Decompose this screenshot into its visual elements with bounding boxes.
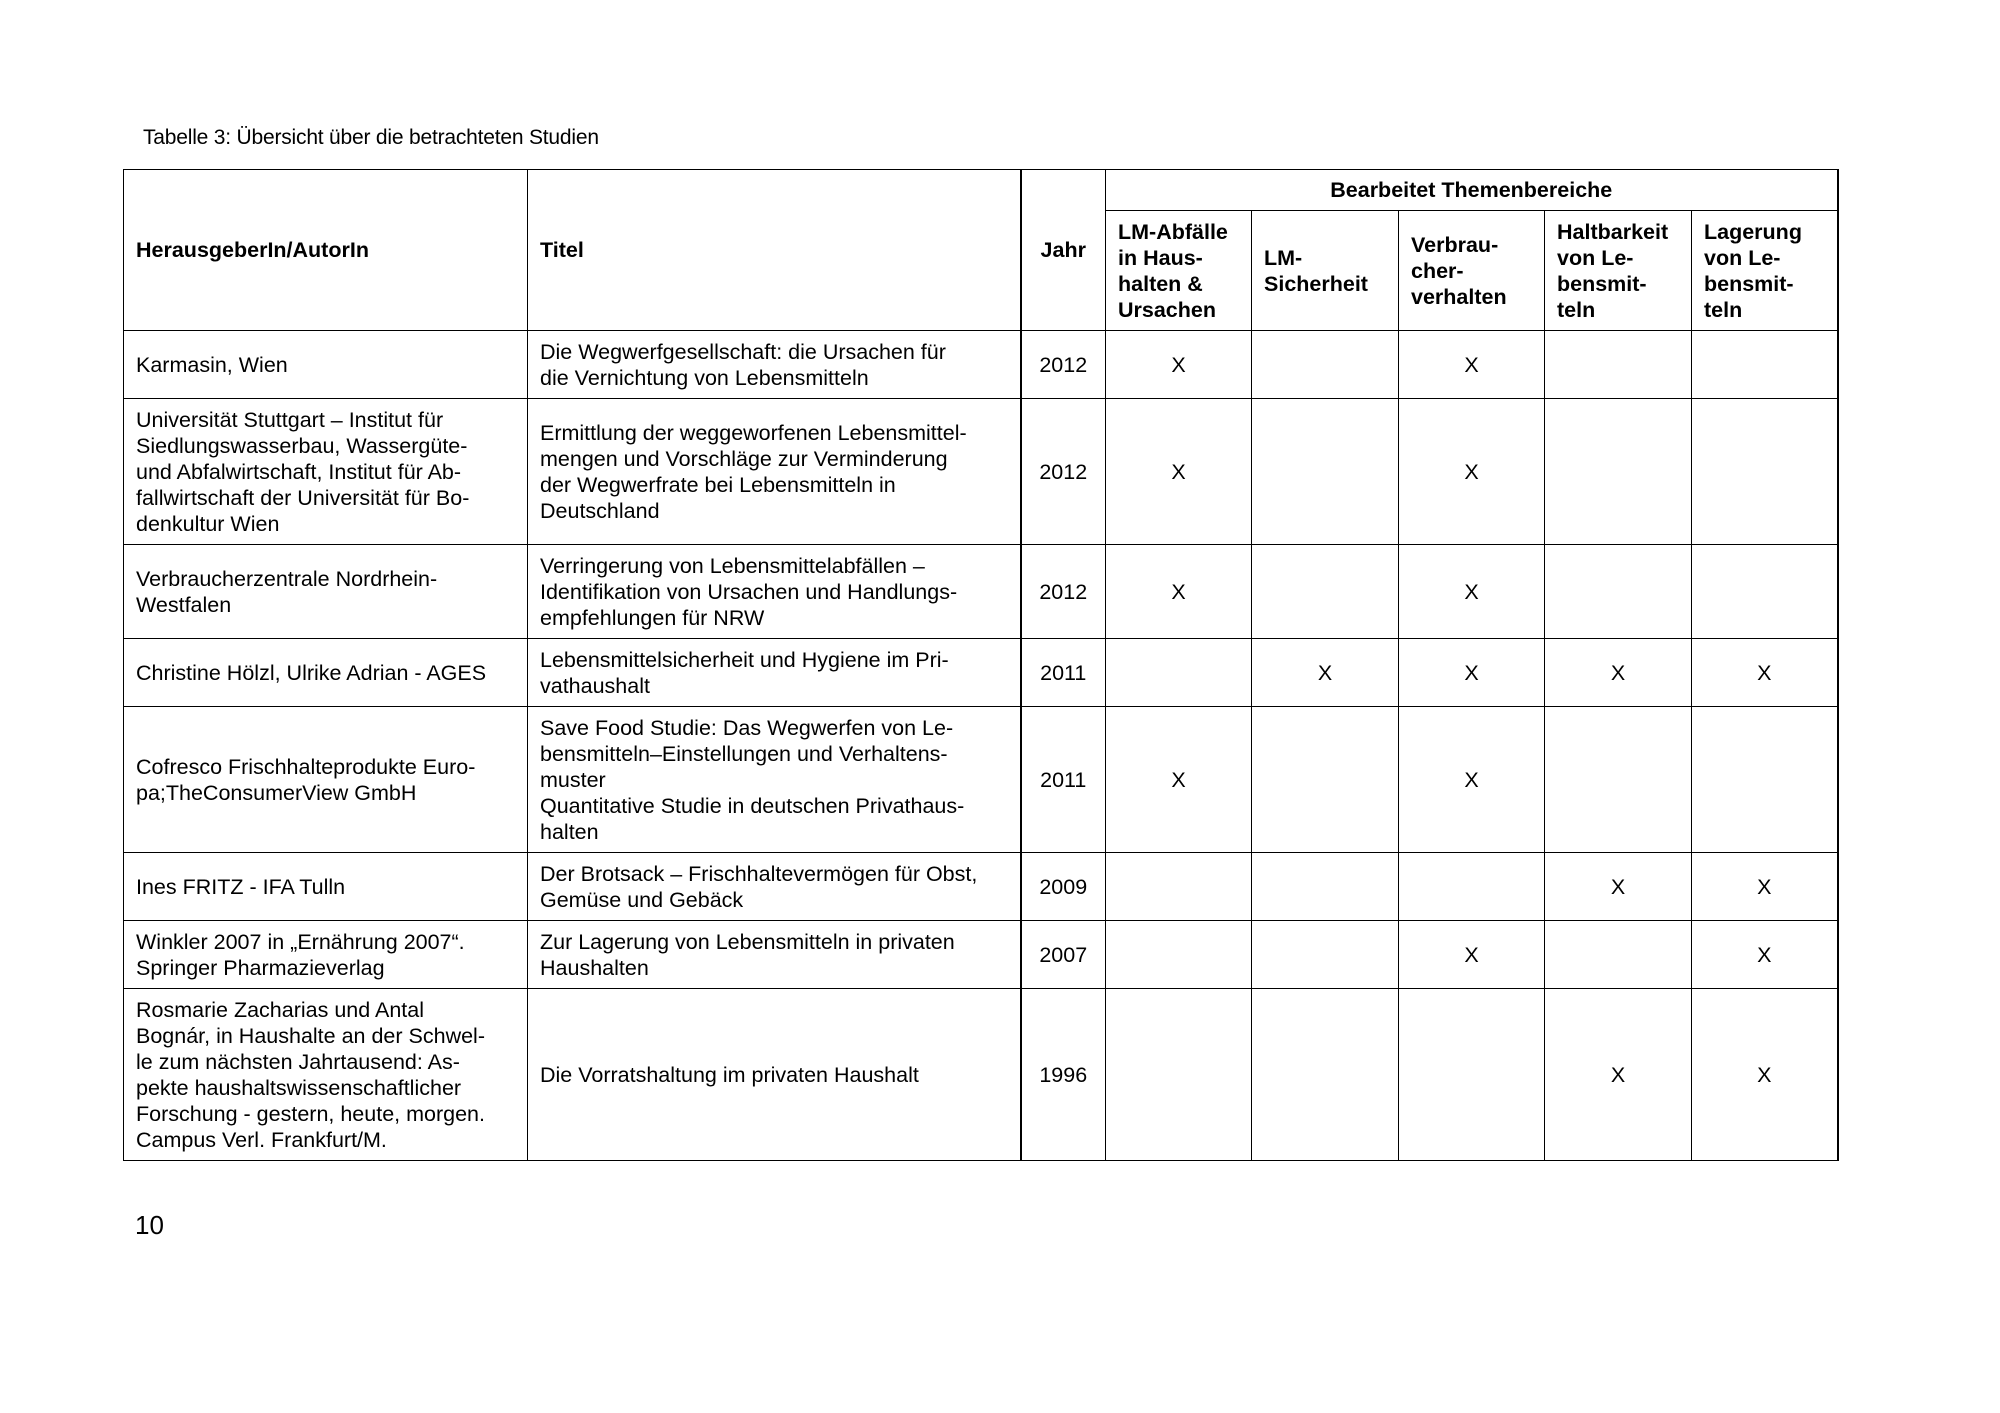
cell-mark-shelf-life xyxy=(1545,331,1692,399)
cell-mark-waste: X xyxy=(1106,399,1252,545)
cell-mark-waste xyxy=(1106,639,1252,707)
cell-mark-waste: X xyxy=(1106,331,1252,399)
cell-author: Karmasin, Wien xyxy=(124,331,528,399)
cell-mark-waste: X xyxy=(1106,545,1252,639)
cell-mark-safety xyxy=(1252,545,1399,639)
cell-mark-behaviour: X xyxy=(1399,399,1545,545)
cell-mark-behaviour xyxy=(1399,853,1545,921)
cell-mark-safety xyxy=(1252,331,1399,399)
cell-mark-behaviour: X xyxy=(1399,545,1545,639)
cell-mark-shelf-life: X xyxy=(1545,989,1692,1161)
cell-year: 1996 xyxy=(1021,989,1106,1161)
cell-mark-storage: X xyxy=(1692,921,1838,989)
cell-title: Die Wegwerfgesellschaft: die Ursachen für die Vernichtung von Lebensmitteln xyxy=(528,331,1021,399)
cell-author: Ines FRITZ - IFA Tulln xyxy=(124,853,528,921)
cell-year: 2009 xyxy=(1021,853,1106,921)
cell-mark-behaviour: X xyxy=(1399,331,1545,399)
cell-title: Zur Lagerung von Lebensmitteln in privaten Haushalten xyxy=(528,921,1021,989)
header-topic-storage: Lagerung von Le- bensmit- teln xyxy=(1692,211,1838,331)
cell-mark-waste: X xyxy=(1106,707,1252,853)
cell-mark-behaviour: X xyxy=(1399,921,1545,989)
cell-year: 2012 xyxy=(1021,545,1106,639)
cell-mark-shelf-life: X xyxy=(1545,853,1692,921)
cell-mark-waste xyxy=(1106,921,1252,989)
cell-title: Verringerung von Lebensmittelabfällen – Identifikation von Ursachen und Handlungs- empfehlungen für NRW xyxy=(528,545,1021,639)
cell-mark-shelf-life xyxy=(1545,707,1692,853)
cell-mark-safety xyxy=(1252,853,1399,921)
cell-title: Der Brotsack – Frischhaltevermögen für Obst, Gemüse und Gebäck xyxy=(528,853,1021,921)
cell-mark-storage xyxy=(1692,399,1838,545)
cell-author: Universität Stuttgart – Institut für Siedlungswasserbau, Wassergüte- und Abfalwirtschaft, Institut für Ab- fallwirtschaft der Universität für Bo- denkultur Wien xyxy=(124,399,528,545)
cell-year: 2011 xyxy=(1021,639,1106,707)
cell-author: Verbraucherzentrale Nordrhein- Westfalen xyxy=(124,545,528,639)
cell-mark-shelf-life xyxy=(1545,399,1692,545)
cell-mark-safety xyxy=(1252,399,1399,545)
header-topic-behaviour: Verbrau- cher- verhalten xyxy=(1399,211,1545,331)
cell-year: 2012 xyxy=(1021,331,1106,399)
table-body xyxy=(124,331,1838,1161)
header-author: HerausgeberIn/AutorIn xyxy=(124,170,528,331)
cell-mark-storage: X xyxy=(1692,853,1838,921)
cell-author: Rosmarie Zacharias und Antal Bognár, in Haushalte an der Schwel- le zum nächsten Jahrtausend: As- pekte haushaltswissenschaftlicher Forschung - gestern, heute, morgen. Campus Verl. Frankfurt/M. xyxy=(124,989,528,1161)
cell-mark-behaviour: X xyxy=(1399,707,1545,853)
cell-title: Lebensmittelsicherheit und Hygiene im Pri- vathaushalt xyxy=(528,639,1021,707)
cell-mark-storage: X xyxy=(1692,639,1838,707)
cell-author: Winkler 2007 in „Ernährung 2007“. Springer Pharmazieverlag xyxy=(124,921,528,989)
table-row xyxy=(124,853,1838,921)
header-topic-safety: LM- Sicherheit xyxy=(1252,211,1399,331)
header-topic-waste: LM-Abfälle in Haus- halten & Ursachen xyxy=(1106,211,1252,331)
page-number: 10 xyxy=(135,1210,164,1240)
cell-mark-storage: X xyxy=(1692,989,1838,1161)
table-row xyxy=(124,639,1838,707)
cell-mark-waste xyxy=(1106,853,1252,921)
cell-mark-behaviour: X xyxy=(1399,639,1545,707)
table-row xyxy=(124,921,1838,989)
table-row xyxy=(124,707,1838,853)
cell-title: Save Food Studie: Das Wegwerfen von Le- bensmitteln–Einstellungen und Verhaltens- muster Quantitative Studie in deutschen Privathaus- halten xyxy=(528,707,1021,853)
header-title: Titel xyxy=(528,170,1021,331)
header-topic-shelf-life: Haltbarkeit von Le- bensmit- teln xyxy=(1545,211,1692,331)
header-topic-group: Bearbeitet Themenbereiche xyxy=(1106,170,1838,211)
table-row xyxy=(124,545,1838,639)
cell-mark-safety xyxy=(1252,921,1399,989)
cell-year: 2011 xyxy=(1021,707,1106,853)
cell-mark-shelf-life xyxy=(1545,921,1692,989)
cell-mark-storage xyxy=(1692,331,1838,399)
cell-mark-safety xyxy=(1252,989,1399,1161)
cell-mark-shelf-life xyxy=(1545,545,1692,639)
cell-mark-storage xyxy=(1692,545,1838,639)
cell-mark-safety: X xyxy=(1252,639,1399,707)
cell-mark-waste xyxy=(1106,989,1252,1161)
cell-mark-safety xyxy=(1252,707,1399,853)
cell-year: 2007 xyxy=(1021,921,1106,989)
cell-mark-storage xyxy=(1692,707,1838,853)
cell-year: 2012 xyxy=(1021,399,1106,545)
cell-title: Ermittlung der weggeworfenen Lebensmittel- mengen und Vorschläge zur Verminderung der Wegwerfrate bei Lebensmitteln in Deutschland xyxy=(528,399,1021,545)
table-caption: Tabelle 3: Übersicht über die betrachteten Studien xyxy=(143,126,599,149)
cell-title: Die Vorratshaltung im privaten Haushalt xyxy=(528,989,1021,1161)
header-year: Jahr xyxy=(1021,170,1106,331)
cell-author: Cofresco Frischhalteprodukte Euro- pa;TheConsumerView GmbH xyxy=(124,707,528,853)
studies-table xyxy=(123,169,1839,1161)
cell-mark-behaviour xyxy=(1399,989,1545,1161)
cell-author: Christine Hölzl, Ulrike Adrian - AGES xyxy=(124,639,528,707)
table-row xyxy=(124,331,1838,399)
table-row xyxy=(124,989,1838,1161)
cell-mark-shelf-life: X xyxy=(1545,639,1692,707)
table-row xyxy=(124,399,1838,545)
